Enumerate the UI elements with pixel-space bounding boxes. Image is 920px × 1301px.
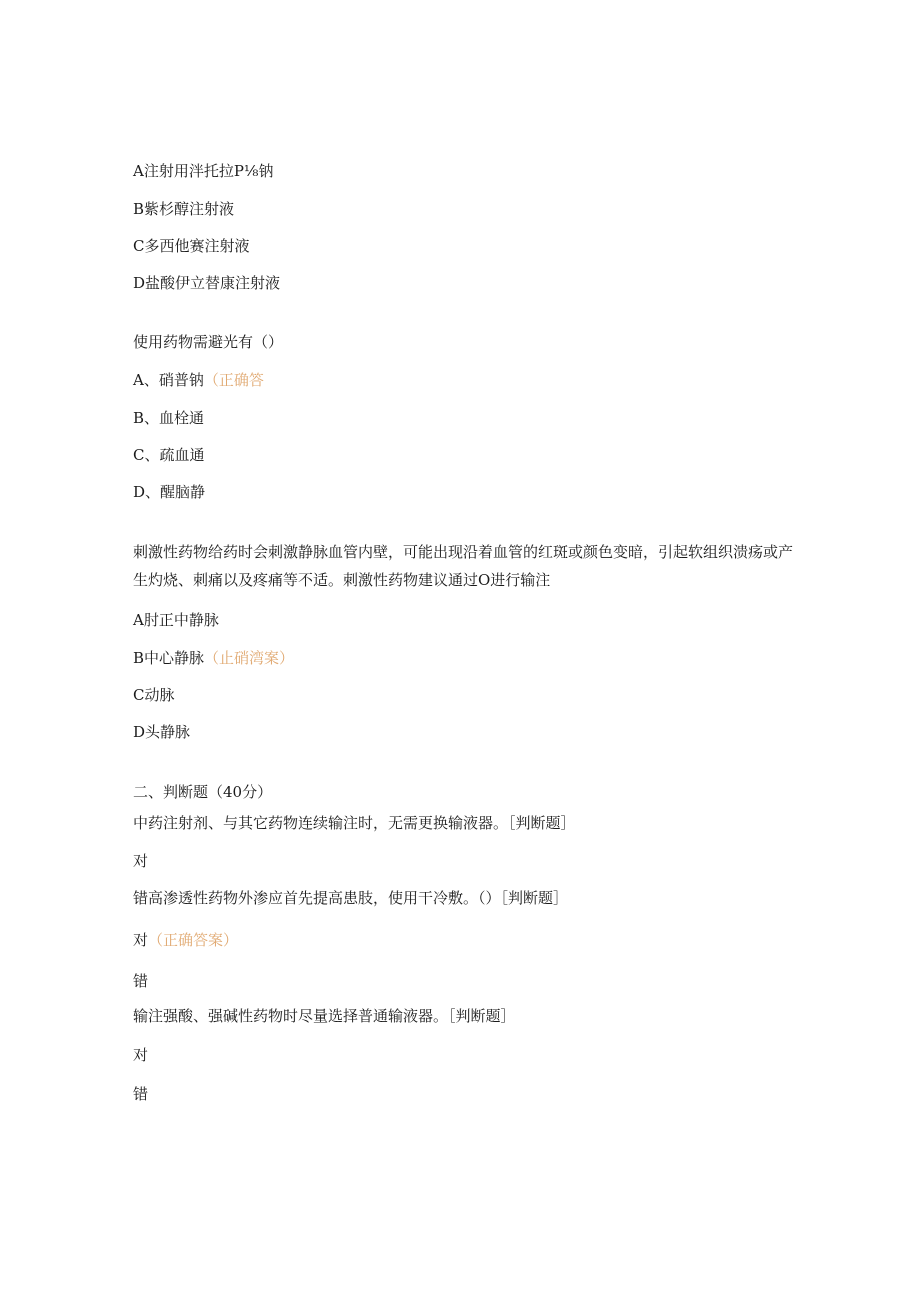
q1-option-a: A注射用泮托拉P⅛钠 [133,162,274,180]
q3-option-b [133,648,294,668]
section2-heading: 二、判断题（40分） [133,783,273,801]
q3-stem: 刺激性药物给药时会刺激静脉血管内壁，可能出现沿着血管的红斑或颜色变暗，引起软组织溃疡或产生灼烧、刺痛以及疼痛等不适。刺激性药物建议通过O进行输注 [133,543,794,589]
tf1-stem: 中药注射剂、与其它药物连续输注时，无需更换输液器。［判断题］ [133,814,576,832]
q2-option-c: C、疏血通 [133,446,205,464]
tf2-option-false: 错 [133,972,149,990]
tf2-option-true [133,930,238,950]
q2-stem: 使用药物需避光有（） [133,333,284,351]
q3-option-b-text: B中心静脉 [133,649,205,667]
q2-option-a-answer-mark: （正确答 [203,371,264,389]
tf2-option-true-text: 对 [133,931,149,949]
tf3-option-true: 对 [133,1046,149,1064]
tf2-option-true-answer-mark: （正确答案） [148,931,239,949]
q2-option-a-text: A、硝普钠 [133,371,204,389]
q1-option-d: D盐酸伊立替康注射液 [133,274,281,292]
q3-option-c: C动脉 [133,686,175,704]
tf3-option-false: 错 [133,1085,149,1103]
q3-option-a: A肘正中静脉 [133,611,219,629]
tf1-option-true: 对 [133,852,149,870]
q1-option-b: B紫杉醇注射液 [133,200,235,218]
q2-option-b: B、血栓通 [133,409,205,427]
tf2-stem: 错高渗透性药物外渗应首先提高患肢，使用干冷敷。（）［判断题］ [133,889,569,907]
q3-option-d: D头静脉 [133,723,191,741]
q1-option-c: C多西他赛注射液 [133,237,250,255]
q2-option-a [133,370,264,390]
q3-option-b-answer-mark: （止硝湾案） [204,649,295,667]
tf3-stem: 输注强酸、强碱性药物时尽量选择普通输液器。［判断题］ [133,1007,516,1025]
q2-option-d: D、醒脑静 [133,483,206,501]
